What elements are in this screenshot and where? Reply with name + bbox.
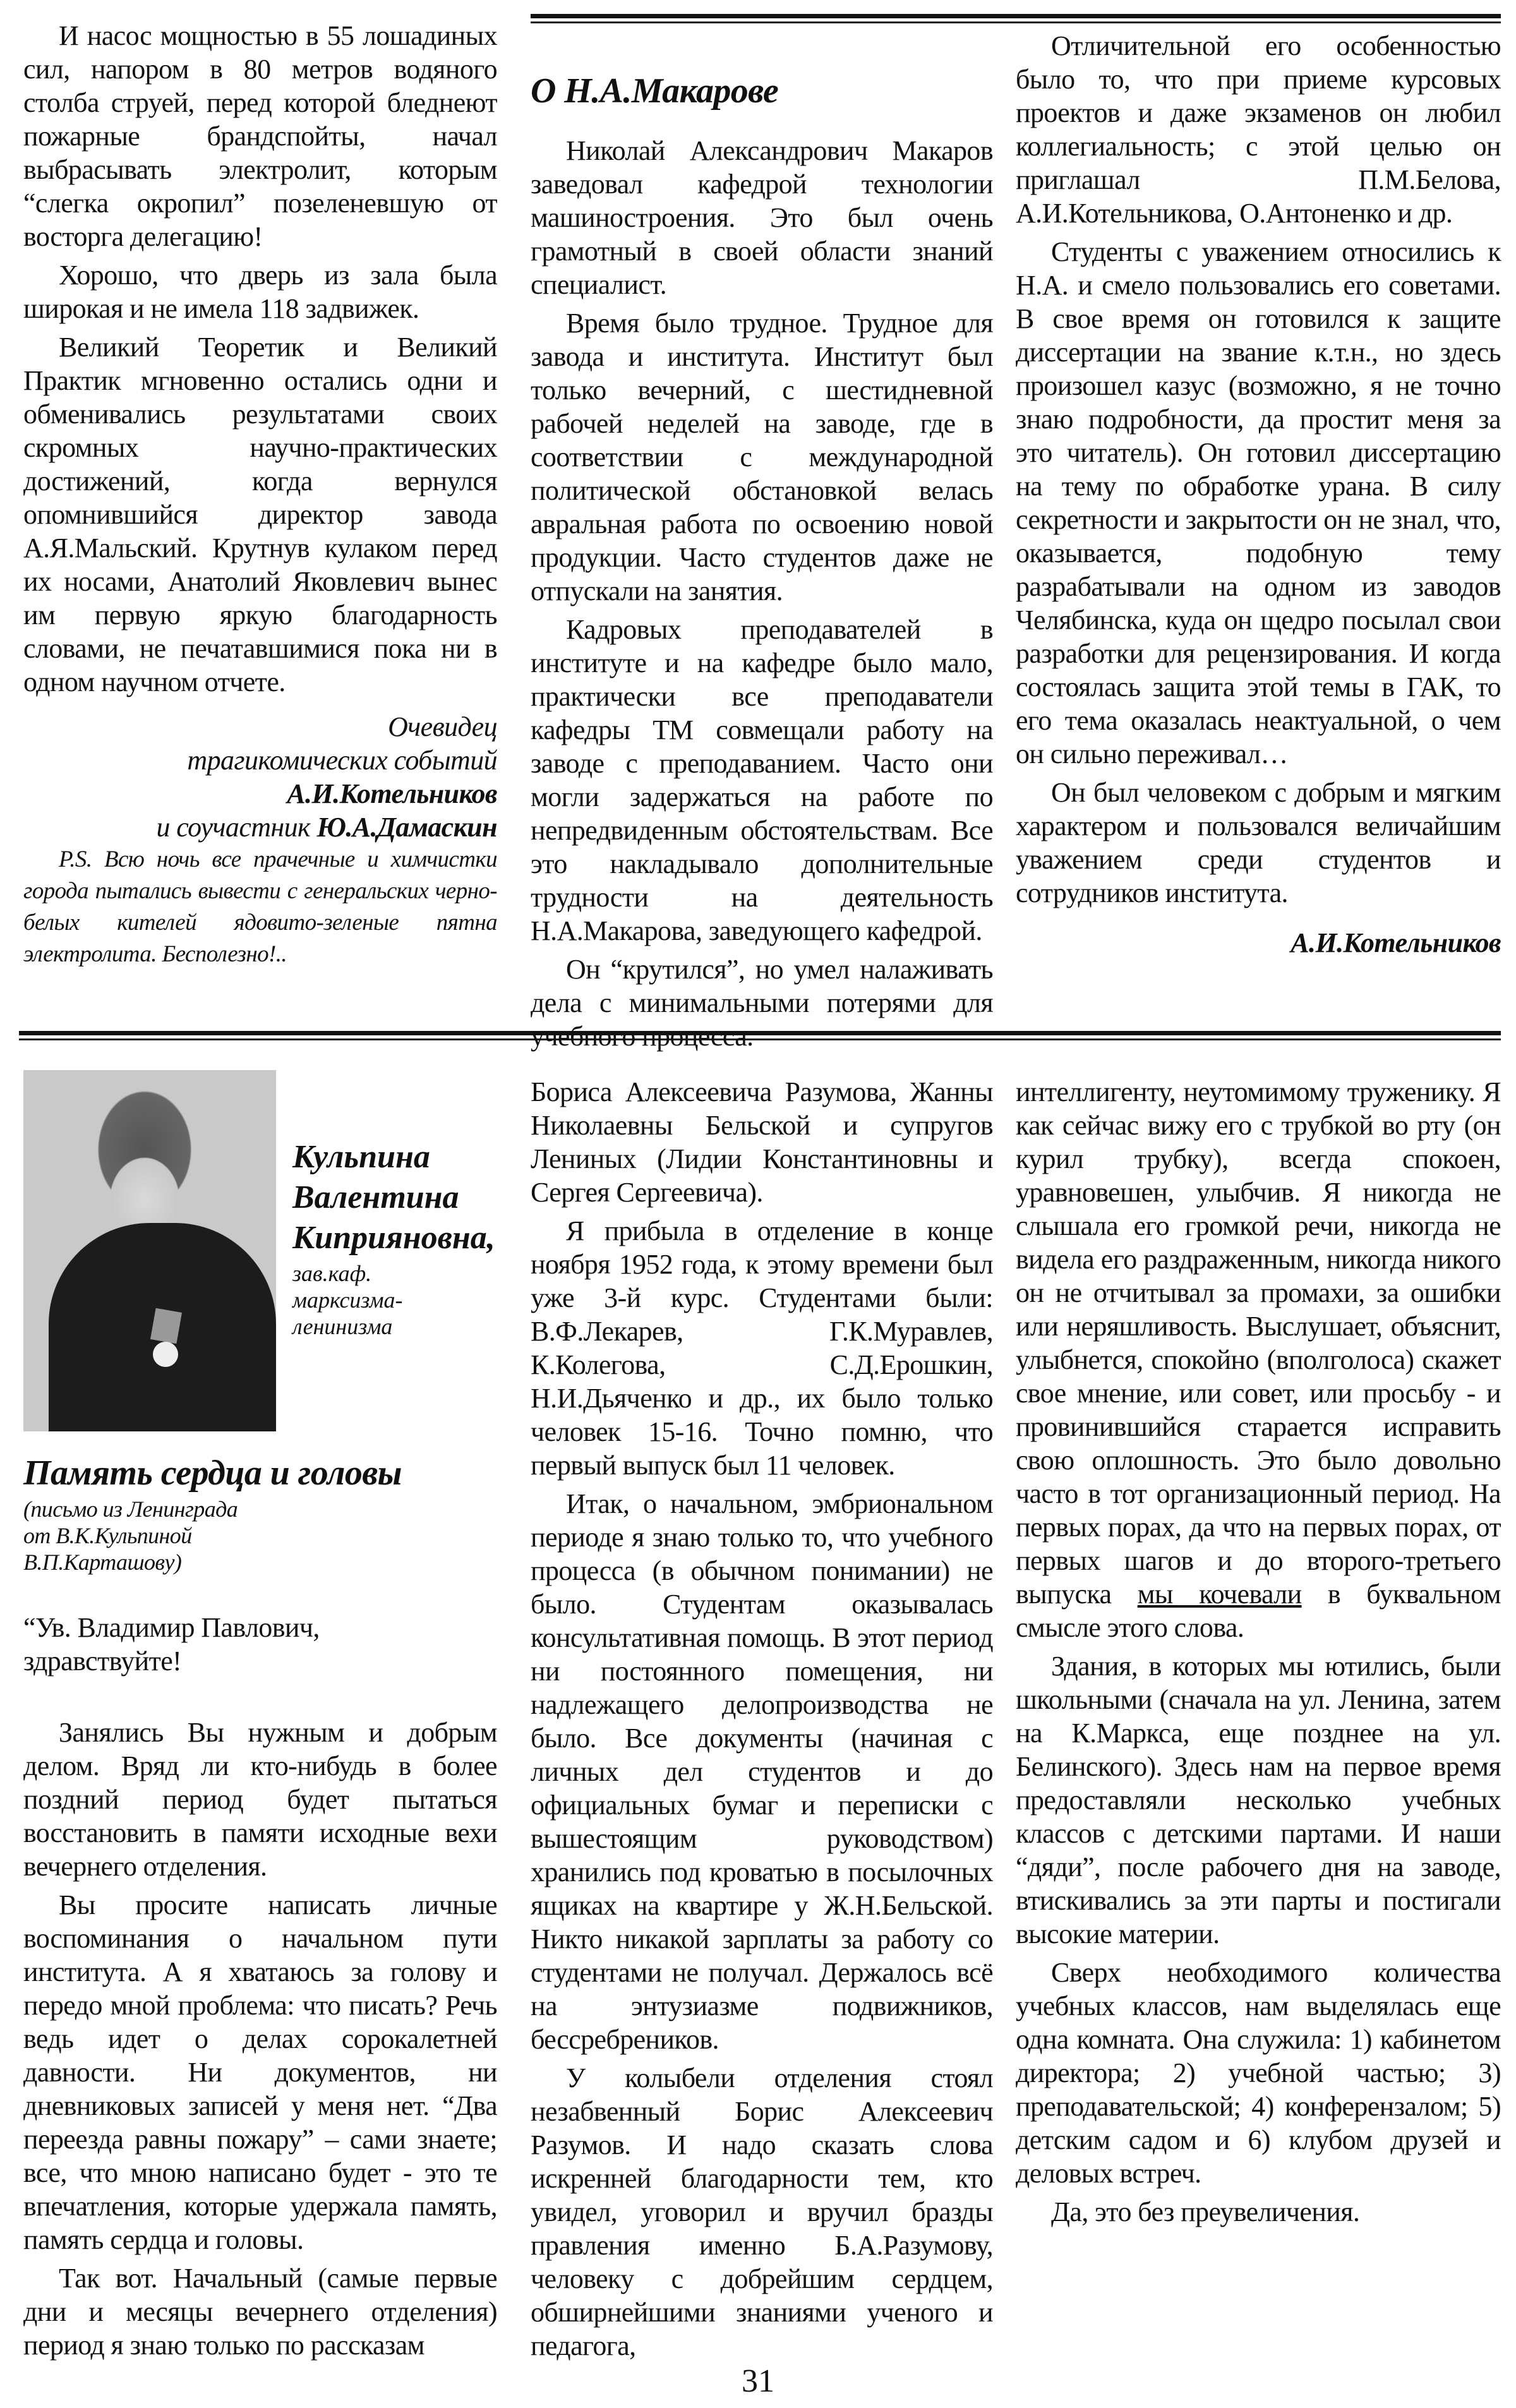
subtitle-line: от В.К.Кульпиной — [23, 1523, 192, 1548]
signature-author: А.И.Котельников — [287, 778, 497, 809]
article-title: О Н.А.Макарове — [531, 71, 779, 111]
paragraph: Бориса Алексеевича Разумова, Жанны Николаевны Бельской и супругов Лениных (Лидии Константиновны и Сергея Сергеевича). — [531, 1076, 993, 1208]
paragraph: Великий Теоретик и Великий Практик мгновенно остались одни и обменивались результатами своих скромных научно-практических достижений, когда вернулся опомнившийся директор завода А.Я.Мальский. Крутнув кулаком перед их носами, Анатолий Яковлевич вынес им первую яркую благодарность словами, не печатавшимися пока ни в одном научном отчете. — [23, 332, 497, 697]
paragraph: Вы просите написать личные воспоминания о начальном пути института. А я хватаюсь за голову и передо мной проблема: что писать? Речь ведь идет о делах сорокалетней давности. Ни документов, ни дневниковых записей у меня нет. “Два переезда равны пожару” – сами знаете; все, что мною написано будет - это те впечатления, которые удержала память, память сердца и головы. — [23, 1889, 497, 2255]
signature-author: А.И.Котельников — [1290, 927, 1501, 958]
paragraph: Сверх необходимого количества учебных классов, нам выделялась еще одна комната. Она служила: 1) кабинетом директора; 2) учебной частью; 3) преподавательской; 4) конферензалом; 5) детским садом и 6) клубом друзей и деловых встреч. — [1016, 1957, 1501, 2189]
top-column-2 — [531, 71, 993, 1058]
person-role — [292, 1260, 403, 1340]
subtitle-line: В.П.Карташову) — [23, 1550, 182, 1575]
signature-line: трагикомических событий — [187, 745, 497, 776]
role-line: ленинизма — [292, 1314, 393, 1339]
article-subtitle — [23, 1496, 497, 1575]
role-line: зав.каф. — [292, 1261, 372, 1286]
signature-line: и соучастник — [156, 812, 311, 843]
paragraph: И насос мощностью в 55 лошадиных сил, напором в 80 метров водяного столба струей, перед которой бледнеют пожарные брандспойты, начал выбрасывать электролит, которым “слегка окропил” позеленевшую от восторга делегацию! — [23, 20, 497, 252]
paragraph: У колыбели отделения стоял незабвенный Борис Алексеевич Разумов. И надо сказать слова искренней благодарности тем, кто увидел, уговорил и вручил бразды правления именно Б.А.Разумову, человеку с добрейшим сердцем, обширнейшими знаниями ученого и педагога, — [531, 2062, 993, 2361]
first-name: Валентина — [292, 1179, 459, 1215]
bottom-column-2 — [531, 1075, 993, 2368]
signature — [23, 710, 497, 844]
paragraph: Я прибыла в отделение в конце ноября 1952 года, к этому времени был уже 3-й курс. Студентами были: В.Ф.Лекарев, Г.К.Муравлев, К.Колегова, С.Д.Ерошкин, Н.И.Дьяченко и др., их было только человек 15-16. Точно помню, что первый выпуск был 11 человек. — [531, 1215, 993, 1481]
portrait-photo — [23, 1070, 276, 1431]
patronymic: Киприяновна, — [292, 1220, 495, 1256]
signature — [1016, 926, 1501, 960]
paragraph — [1016, 1075, 1501, 1644]
role-line: марксизма- — [292, 1287, 403, 1313]
paragraph: Он “крутился”, но умел налаживать дела с минимальными потерями для учебного процесса. — [531, 954, 993, 1052]
greeting: “Ув. Владимир Павлович, здравствуйте! — [23, 1612, 320, 1677]
page-number: 31 — [742, 2363, 774, 2399]
section-divider — [19, 1031, 1501, 1040]
subtitle-line: (письмо из Ленинграда — [23, 1496, 238, 1522]
paragraph: Итак, о начальном, эмбриональном периоде я знаю только то, что учебного процесса (в обычном понимании) не было. Студентам оказывалась консультативная помощь. В этот период ни постоянного помещения, ни надлежащего делопроизводства не было. Все документы (начиная с личных дел студентов и до официальных бумаг и переписки с вышестоящим руководством) хранились под кроватью в посылочных ящиках на квартире у Ж.Н.Бельской. Никто никакой зарплаты за работу со студентами не получал. Держалось всё на энтузиазме подвижников, бессребреников. — [531, 1488, 993, 2055]
surname: Кульпина — [292, 1139, 430, 1175]
paragraph: Да, это без преувеличения. — [1051, 2196, 1360, 2227]
top-column-1 — [23, 19, 497, 975]
signature-line: Очевидец — [388, 711, 497, 742]
paragraph: Он был человеком с добрым и мягким характером и пользовался величайшим уважением среди студентов и сотрудников института. — [1016, 777, 1501, 908]
paragraph: Кадровых преподавателей в институте и на кафедре было мало, практически все преподаватели кафедры ТМ совмещали работу на заводе с преподаванием. Часто они могли задержаться на работе по непредвиденным обстоятельствам. Все это накладывало дополнительные трудности на деятельность Н.А.Макарова, заведующего кафедрой. — [531, 614, 993, 946]
person-name — [292, 1137, 495, 1258]
paragraph: Занялись Вы нужным и добрым делом. Вряд ли кто-нибудь в более поздний период будет пытаться восстановить в памяти исходные вехи вечернего отделения. — [23, 1717, 497, 1882]
paragraph: Время было трудное. Трудное для завода и института. Институт был только вечерний, с шестидневной рабочей неделей на заводе, где в соответствии с международной политической обстановкой велась авральная работа по освоению новой продукции. Часто студентов даже не отпускали на занятия. — [531, 308, 993, 606]
bottom-column-1 — [23, 1453, 497, 2367]
signature-author: Ю.А.Дамаскин — [316, 812, 497, 843]
article-title: Память сердца и головы — [23, 1454, 402, 1493]
paragraph: Николай Александрович Макаров заведовал кафедрой технологии машиностроения. Это был очень грамотный в своей области знаний специалист. — [531, 135, 993, 300]
paragraph: Так вот. Начальный (самые первые дни и месяцы вечернего отделения) период я знаю только по рассказам — [23, 2263, 497, 2361]
paragraph: Отличительной его особенностью было то, что при приеме курсовых проектов и даже экзаменов он любил коллегиальность; с этой целью он приглашал П.М.Белова, А.И.Котельникова, О.Антоненко и др. — [1016, 30, 1501, 229]
postscript: P.S. Всю ночь все прачечные и химчистки города пытались вывести с генеральских черно-белых кителей ядовито-зеленые пятна электролита. Бесполезно!.. — [23, 846, 497, 967]
paragraph: Здания, в которых мы ютились, были школьными (сначала на ул. Ленина, затем на К.Маркса, еще позднее на ул. Белинского). Здесь нам на первое время предоставляли несколько учебных классов с детскими партами. И наши “дяди”, после рабочего дня на заводе, втискивались за эти парты и постигали высокие материи. — [1016, 1651, 1501, 1949]
top-rule — [531, 14, 1501, 23]
bottom-column-3 — [1016, 1075, 1501, 2234]
text: интеллигенту, неутомимому труженику. Я как сейчас вижу его с трубкой во рту (он курил трубку), всегда спокоен, уравновешен, улыбчив. Я никогда не слышала его громкой речи, никогда не видела его раздраженным, никогда никого он не отчитывал за промахи, за ошибки или неряшливость. Выслушает, объяснит, улыбнется, спокойно (вполголоса) скажет свое мнение, или совет, или просьбу - и провинившийся старается исправить свою оплошность. Это было довольно часто в тот организационный период. На первых порах, да что на первых порах, от первых шагов и до второго-третьего выпуска — [1016, 1076, 1501, 1610]
underlined-text: мы кочевали — [1137, 1579, 1302, 1610]
top-column-3 — [1016, 29, 1501, 960]
text: в буквальном смысле этого слова. — [1016, 1579, 1501, 1643]
paragraph: Студенты с уважением относились к Н.А. и смело пользовались его советами. В свое время он готовился к защите диссертации на звание к.т.н., но здесь произошел казус (возможно, я не точно знаю подробности, да простит меня за это читатель). Он готовил диссертацию на тему по обработке урана. В силу секретности и закрытости он не знал, что, оказывается, подобную тему разрабатывали на одном из заводов Челябинска, куда он щедро посылал свои разработки для рецензирования. И когда состоялась защита этой темы в ГАК, то его тема оказалась неактуальной, о чем он сильно переживал… — [1016, 236, 1501, 769]
paragraph: Хорошо, что дверь из зала была широкая и не имела 118 задвижек. — [23, 260, 497, 324]
